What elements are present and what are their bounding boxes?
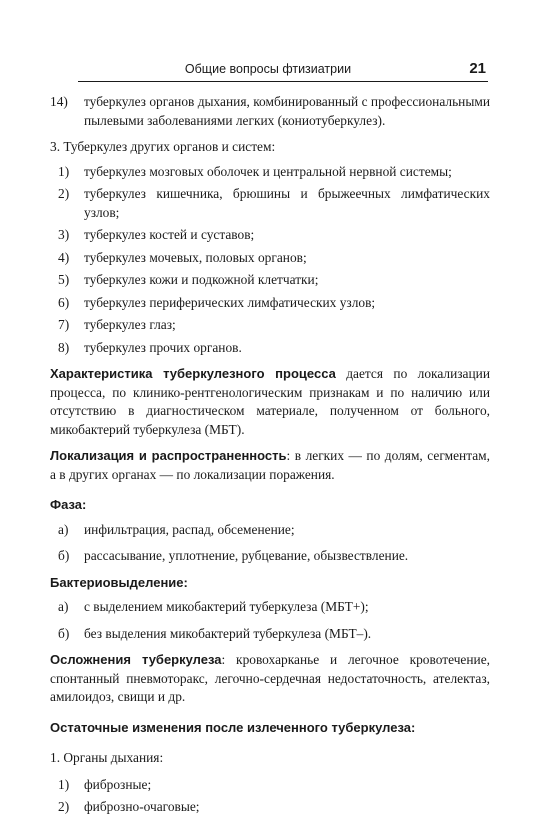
list-item-text: туберкулез органов дыхания, комбинированный с профессиональными пылевыми заболеваниями легких (кониотуберкулез).	[84, 94, 490, 128]
page-number: 21	[469, 60, 486, 77]
list-item-text: туберкулез периферических лимфатических узлов;	[84, 294, 376, 310]
characteristic-text: дается по локализации процесса, по клинико-рентгенологическим признакам и по наличию или отсутствию в диагностическом материале, полученном от больного, микобактерий туберкулеза (МБТ).	[50, 366, 491, 437]
running-header-title: Общие вопросы фтизиатрии	[184, 62, 352, 76]
list-item	[50, 271, 490, 290]
list-item-text: с выделением микобактерий туберкулеза (МБТ+);	[84, 599, 369, 614]
list-item-text: туберкулез мочевых, половых органов;	[84, 249, 307, 265]
list-item-number: б)	[58, 625, 70, 641]
list-item-number: 2)	[58, 799, 70, 814]
list-item	[50, 598, 490, 617]
list-item-text: туберкулез мозговых оболочек и центральной нервной системы;	[84, 163, 452, 179]
list-item-number: а)	[58, 599, 69, 614]
page-body	[50, 93, 490, 817]
list-item	[50, 316, 490, 335]
list-item-text: фиброзные;	[84, 776, 152, 792]
list-item-number: 6)	[58, 294, 70, 310]
list-item-text: фиброзно-очаговые;	[84, 799, 200, 814]
list-item-text: туберкулез прочих органов.	[84, 339, 242, 355]
list-item	[50, 163, 490, 182]
list-item	[50, 339, 490, 358]
list-item-number: 14)	[50, 94, 68, 109]
list-item-number: 2)	[58, 186, 70, 201]
complications-text: : кровохарканье и легочное кровотечение, спонтанный пневмоторакс, легочно-сердечная недостаточность, ателектаз, амилоидоз, свищи и др.	[50, 652, 490, 704]
phase-heading: Фаза:	[50, 497, 87, 512]
list-item-number: 8)	[58, 339, 70, 355]
list-item-number: б)	[58, 548, 70, 563]
list-item-text: туберкулез глаз;	[84, 317, 176, 332]
section-heading: 3. Туберкулез других органов и систем:	[50, 139, 276, 154]
list-item	[50, 521, 490, 540]
complications-paragraph	[50, 651, 490, 707]
list-item	[50, 776, 490, 795]
list-item-number: 1)	[58, 163, 70, 179]
list-item-text: рассасывание, уплотнение, рубцевание, обызвествление.	[84, 548, 409, 563]
localization-text: : в легких — по долям, сегментам, а в других органах — по локализации поражения.	[50, 448, 490, 482]
list-item-text: туберкулез кишечника, брюшины и брыжеечных лимфатических узлов;	[84, 186, 490, 220]
list-item-number: 3)	[58, 227, 70, 242]
bacteria-heading: Бактериовыделение:	[50, 574, 188, 590]
list-item-text: без выделения микобактерий туберкулеза (МБТ–).	[84, 625, 372, 641]
list-item-number: 1)	[58, 776, 70, 792]
list-item-text: туберкулез костей и суставов;	[84, 227, 255, 242]
list-item-text: инфильтрация, распад, обсеменение;	[84, 521, 295, 537]
list-item	[50, 185, 490, 222]
characteristic-lead: Характеристика туберкулезного процесса	[50, 366, 336, 381]
list-item	[50, 93, 490, 130]
list-item	[50, 226, 490, 245]
list-item	[50, 249, 490, 268]
list-item	[50, 625, 490, 644]
residual-heading: Остаточные изменения после излеченного туберкулеза:	[50, 719, 416, 735]
list-item-number: 4)	[58, 249, 70, 265]
residual-subheading: 1. Органы дыхания:	[50, 750, 164, 765]
list-item-number: а)	[58, 521, 69, 537]
list-item-number: 7)	[58, 317, 70, 332]
list-item-number: 5)	[58, 272, 70, 287]
localization-lead: Локализация и распространенность	[50, 448, 287, 463]
list-item-text: туберкулез кожи и подкожной клетчатки;	[84, 272, 319, 287]
localization-paragraph	[50, 447, 490, 484]
complications-lead: Осложнения туберкулеза	[50, 652, 222, 667]
characteristic-paragraph	[50, 365, 490, 439]
list-item	[50, 294, 490, 313]
list-item	[50, 547, 490, 566]
list-item	[50, 798, 490, 817]
running-header	[78, 61, 488, 82]
